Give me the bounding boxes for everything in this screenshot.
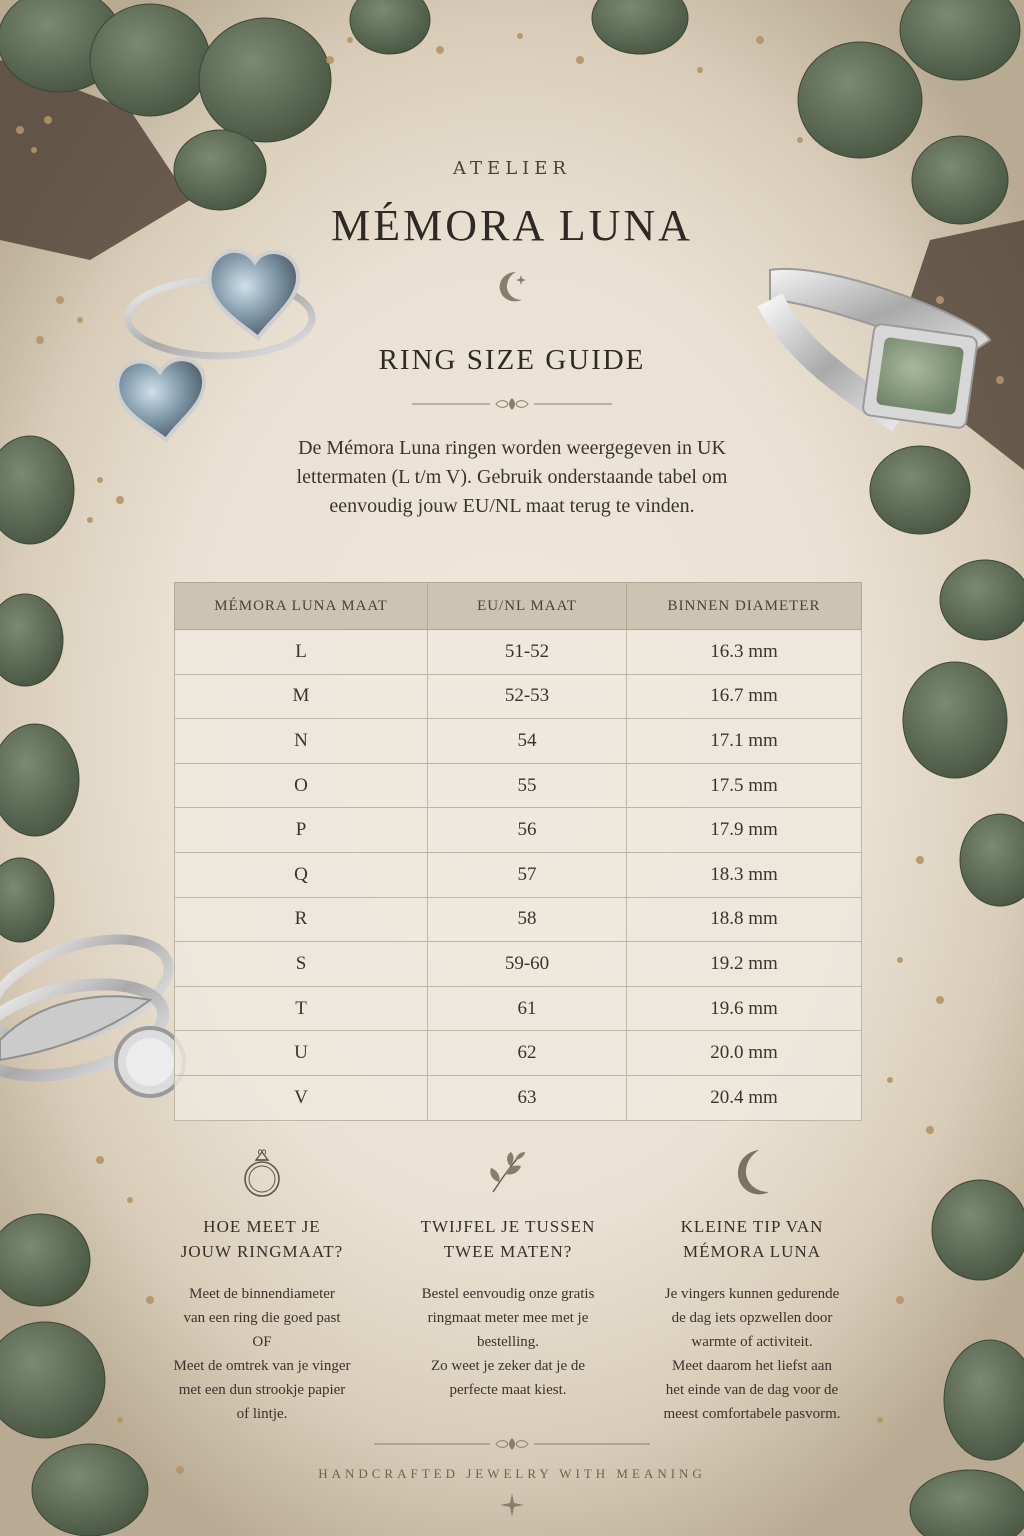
tip-title: TWIJFEL JE TUSSEN TWEE MATEN? [420, 1217, 596, 1261]
diameter-cell: 17.9 mm [627, 808, 862, 853]
memora-size-cell: P [175, 808, 428, 853]
crescent-moon-icon [494, 266, 530, 306]
diameter-cell: 19.2 mm [627, 942, 862, 987]
ring-icon [237, 1146, 287, 1200]
table-row [175, 942, 862, 987]
memora-size-cell: R [175, 897, 428, 942]
table-row [175, 897, 862, 942]
diameter-cell: 17.1 mm [627, 719, 862, 764]
column-header-memora-size: MÉMORA LUNA MAAT [175, 583, 428, 630]
ornament-divider [412, 394, 612, 414]
diameter-cell: 20.4 mm [627, 1075, 862, 1120]
table-row [175, 1031, 862, 1076]
ornament-divider [374, 1434, 650, 1454]
memora-size-cell: S [175, 942, 428, 987]
tip-text: Je vingers kunnen gedurende de dag iets opzwellen door warmte of activiteit. Meet daarom het liefst aan het einde van de dag voor de meest comfortabele pasvorm. [663, 1286, 841, 1422]
memora-size-cell: L [175, 630, 428, 675]
intro-text: De Mémora Luna ringen worden weergegeven in UK lettermaten (L t/m V). Gebruik onderstaande tabel om eenvoudig jouw EU/NL maat terug te vinden. [296, 437, 728, 517]
column-header-eu-size: EU/NL MAAT [428, 583, 627, 630]
table-row [175, 1075, 862, 1120]
eu-size-cell: 63 [428, 1075, 627, 1120]
guide-title: RING SIZE GUIDE [378, 344, 646, 376]
table-row [175, 986, 862, 1031]
eu-size-cell: 52-53 [428, 674, 627, 719]
memora-size-cell: U [175, 1031, 428, 1076]
diameter-cell: 18.8 mm [627, 897, 862, 942]
memora-size-cell: N [175, 719, 428, 764]
diameter-cell: 16.3 mm [627, 630, 862, 675]
diameter-cell: 19.6 mm [627, 986, 862, 1031]
sparkle-star-icon [499, 1492, 525, 1518]
eu-size-cell: 55 [428, 763, 627, 808]
table-header-row [175, 583, 862, 630]
brand-prefix: ATELIER [453, 158, 571, 179]
table-row [175, 763, 862, 808]
table-row [175, 674, 862, 719]
footer-tagline: HANDCRAFTED JEWELRY WITH MEANING [318, 1466, 706, 1481]
eu-size-cell: 57 [428, 852, 627, 897]
leaf-sprig-icon [483, 1146, 533, 1200]
eu-size-cell: 62 [428, 1031, 627, 1076]
eu-size-cell: 58 [428, 897, 627, 942]
table-row [175, 630, 862, 675]
column-header-inner-diameter: BINNEN DIAMETER [627, 583, 862, 630]
crescent-moon-icon [727, 1146, 777, 1200]
ring-size-table [174, 582, 862, 1121]
eu-size-cell: 61 [428, 986, 627, 1031]
table-row [175, 852, 862, 897]
diameter-cell: 16.7 mm [627, 674, 862, 719]
memora-size-cell: V [175, 1075, 428, 1120]
tip-title: HOE MEET JE JOUW RINGMAAT? [180, 1217, 344, 1261]
eu-size-cell: 56 [428, 808, 627, 853]
memora-size-cell: O [175, 763, 428, 808]
table-row [175, 808, 862, 853]
table-row [175, 719, 862, 764]
memora-size-cell: M [175, 674, 428, 719]
tip-measure-ring-size [142, 1146, 382, 1426]
tip-between-sizes [388, 1146, 628, 1402]
eu-size-cell: 51-52 [428, 630, 627, 675]
memora-size-cell: T [175, 986, 428, 1031]
tip-title: KLEINE TIP VAN MÉMORA LUNA [680, 1217, 824, 1261]
tip-text: Bestel eenvoudig onze gratis ringmaat meter mee met je bestelling. Zo weet je zeker dat je de perfecte maat kiest. [421, 1286, 595, 1398]
tip-from-memora-luna [632, 1146, 872, 1426]
eu-size-cell: 54 [428, 719, 627, 764]
diameter-cell: 17.5 mm [627, 763, 862, 808]
memora-size-cell: Q [175, 852, 428, 897]
tip-text: Meet de binnendiameter van een ring die goed past OF Meet de omtrek van je vinger met een dun strookje papier of lintje. [173, 1286, 351, 1422]
diameter-cell: 18.3 mm [627, 852, 862, 897]
diameter-cell: 20.0 mm [627, 1031, 862, 1076]
brand-title: MÉMORA LUNA [331, 201, 693, 250]
eu-size-cell: 59-60 [428, 942, 627, 987]
